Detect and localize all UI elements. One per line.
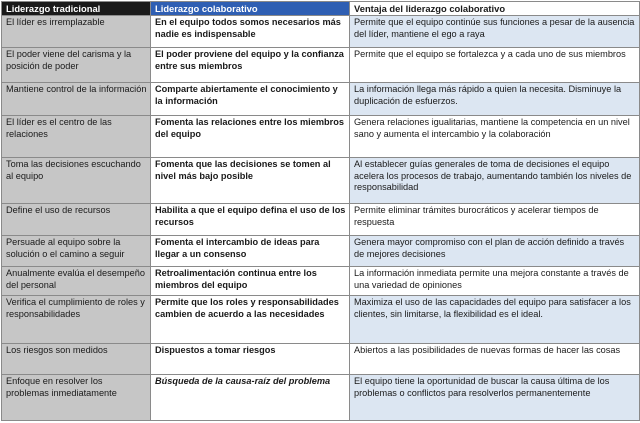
- traditional-cell: El poder viene del carisma y la posición de poder: [2, 48, 151, 83]
- collaborative-cell: Fomenta que las decisiones se tomen al nivel más bajo posible: [151, 158, 350, 204]
- traditional-cell: Enfoque en resolver los problemas inmediatamente: [2, 375, 151, 421]
- header-row: [2, 2, 640, 16]
- header-traditional: Liderazgo tradicional: [2, 2, 151, 16]
- collaborative-cell: El poder proviene del equipo y la confianza entre sus miembros: [151, 48, 350, 83]
- table-row: [2, 296, 640, 344]
- traditional-cell: El líder es el centro de las relaciones: [2, 116, 151, 158]
- advantage-cell: Al establecer guías generales de toma de decisiones el equipo acelera los procesos de trabajo, aumentando también los niveles de responsabilidad: [350, 158, 640, 204]
- table-row: [2, 48, 640, 83]
- advantage-cell: El equipo tiene la oportunidad de buscar la causa última de los problemas o conflictos para resolverlos permanentemente: [350, 375, 640, 421]
- advantage-cell: Maximiza el uso de las capacidades del equipo para satisfacer a los clientes, sin limitarse, la flexibilidad es el ideal.: [350, 296, 640, 344]
- traditional-cell: Toma las decisiones escuchando al equipo: [2, 158, 151, 204]
- advantage-cell: Genera mayor compromiso con el plan de acción definido a través de mejores decisiones: [350, 236, 640, 267]
- header-collaborative: Liderazgo colaborativo: [151, 2, 350, 16]
- traditional-cell: Define el uso de recursos: [2, 204, 151, 236]
- traditional-cell: Persuade al equipo sobre la solución o el camino a seguir: [2, 236, 151, 267]
- table-row: [2, 116, 640, 158]
- collaborative-cell: En el equipo todos somos necesarios más nadie es indispensable: [151, 16, 350, 48]
- header-advantage: Ventaja del liderazgo colaborativo: [350, 2, 640, 16]
- collaborative-cell: Retroalimentación continua entre los miembros del equipo: [151, 267, 350, 296]
- collaborative-cell: Búsqueda de la causa-raíz del problema: [151, 375, 350, 421]
- traditional-cell: Anualmente evalúa el desempeño del personal: [2, 267, 151, 296]
- leadership-comparison-table: [1, 1, 640, 421]
- collaborative-cell: Permite que los roles y responsabilidades cambien de acuerdo a las necesidades: [151, 296, 350, 344]
- collaborative-cell: Habilita a que el equipo defina el uso de los recursos: [151, 204, 350, 236]
- advantage-cell: Permite eliminar trámites burocráticos y acelerar tiempos de respuesta: [350, 204, 640, 236]
- traditional-cell: Verifica el cumplimiento de roles y responsabilidades: [2, 296, 151, 344]
- table-row: [2, 83, 640, 116]
- collaborative-cell: Fomenta el intercambio de ideas para llegar a un consenso: [151, 236, 350, 267]
- table-row: [2, 204, 640, 236]
- advantage-cell: La información inmediata permite una mejora constante a través de una variedad de opiniones: [350, 267, 640, 296]
- advantage-cell: Genera relaciones igualitarias, mantiene la competencia en un nivel sano y aumenta el intercambio y la colaboración: [350, 116, 640, 158]
- traditional-cell: Los riesgos son medidos: [2, 344, 151, 375]
- advantage-cell: Permite que el equipo se fortalezca y a cada uno de sus miembros: [350, 48, 640, 83]
- traditional-cell: El líder es irremplazable: [2, 16, 151, 48]
- table-row: [2, 375, 640, 421]
- table-row: [2, 158, 640, 204]
- advantage-cell: Abiertos a las posibilidades de nuevas formas de hacer las cosas: [350, 344, 640, 375]
- table-row: [2, 236, 640, 267]
- table-row: [2, 267, 640, 296]
- collaborative-cell: Comparte abiertamente el conocimiento y la información: [151, 83, 350, 116]
- collaborative-cell: Fomenta las relaciones entre los miembros del equipo: [151, 116, 350, 158]
- table-row: [2, 344, 640, 375]
- traditional-cell: Mantiene control de la información: [2, 83, 151, 116]
- advantage-cell: Permite que el equipo continúe sus funciones a pesar de la ausencia del líder, mantiene el ego a raya: [350, 16, 640, 48]
- collaborative-cell: Dispuestos a tomar riesgos: [151, 344, 350, 375]
- advantage-cell: La información llega más rápido a quien la necesita. Disminuye la duplicación de esfuerzos.: [350, 83, 640, 116]
- table-row: [2, 16, 640, 48]
